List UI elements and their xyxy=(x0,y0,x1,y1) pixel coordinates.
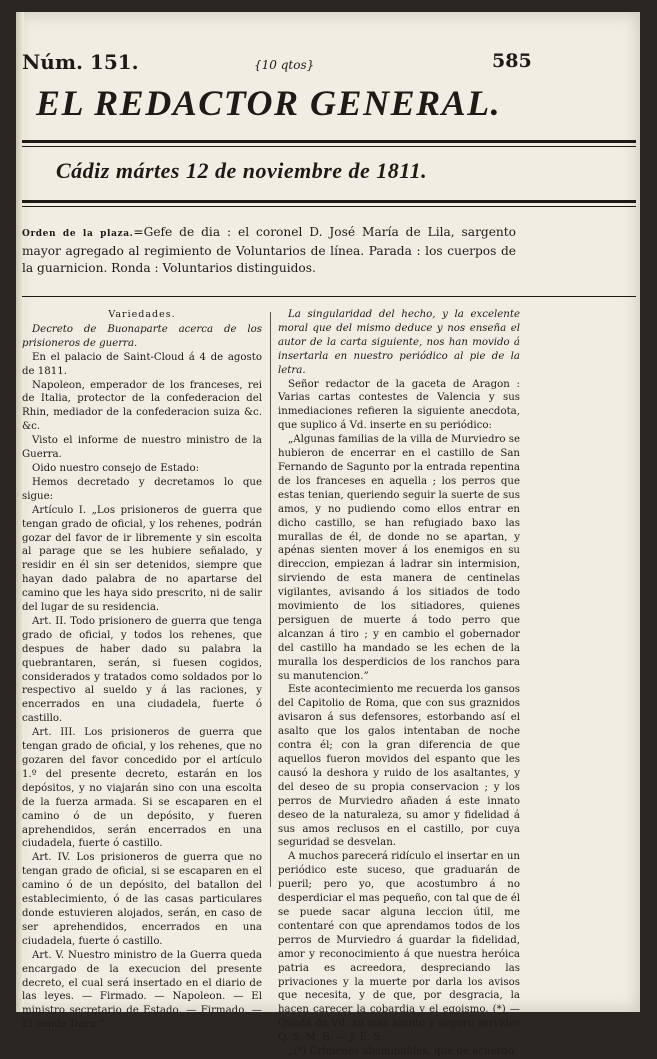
decree-article: Artículo I. „Los prisioneros de guerra que tengan grado de oficial, y los rehenes, podrán gozar del favor de ir libremente y sin escolta al parage que se les hubiere señalado, y residir en él sin ser detenidos, siempre que hayan dado palabra de no apartarse del camino que les haya sido prescrito, ni de salir del lugar de su residencia. xyxy=(22,504,262,614)
newspaper-page xyxy=(16,12,640,1058)
decree-paragraph: Visto el informe de nuestro ministro de la Guerra. xyxy=(22,435,262,461)
masthead-title: EL REDACTOR GENERAL. xyxy=(36,83,502,123)
right-column xyxy=(278,308,520,1059)
letter-intro: La singularidad del hecho, y la excelente moral que del mismo deduce y nos enseña el autor de la carta siguiente, nos han movido á insertarla en nuestro periódico al pie de la letra. xyxy=(278,309,520,376)
letter-paragraph: „Algunas familias de la villa de Murviedro se hubieron de encerrar en el castillo de San Fernando de Sagunto por la entrada repentina de los franceses en aquella ; los perros que estas tenian, queriendo seguir la suerte de sus amos, y no pudiendo como ellos entrar en dicho castillo, se han refugiado baxo las murallas de él, de donde no se apartan, y apénas sienten mover á los enemigos en su direccion, empiezan á ladrar sin intermision, sirviendo de esta manera de centinelas vigilantes, avisando á los sitiados de todo movimiento de los sitiadores, quienes persiguen de muerte á todo perro que alcanzan á tiro ; y en cambio el gobernador del castillo ha mandado se les echen de la muralla los desperdicios de los ranchos para su manutencion.” xyxy=(278,434,520,682)
page-number: 585 xyxy=(492,50,532,72)
decree-article: Art. V. Nuestro ministro de la Guerra queda encargado de la execucion del presente decreto, el cual será insertado en el diario de las leyes. — Firmado. — Napoleon. — El ministro secretario de Estado. — Firmado. — El conde Daru.” xyxy=(22,949,262,1031)
section-title: Variedades. xyxy=(108,309,176,320)
dateline-rule-thick xyxy=(22,200,636,203)
dateline: Cádiz mártes 12 de noviembre de 1811. xyxy=(56,158,428,183)
section-rule xyxy=(22,296,636,297)
decree-paragraph: Oido nuestro consejo de Estado: xyxy=(32,462,200,474)
decree-title: Decreto de Buonaparte acerca de los prisioneros de guerra. xyxy=(22,323,262,349)
issue-price: {10 qtos} xyxy=(254,58,315,72)
orden-label: Orden de la plaza. xyxy=(22,229,134,239)
orden-text: =Gefe de dia : el coronel D. José María de Lila, sargento mayor agregado al regimiento de Voluntarios de línea. Parada : los cuerpos de la guarnicion. Ronda : Voluntarios distinguidos. xyxy=(22,225,516,275)
left-column xyxy=(22,308,262,1032)
letter-paragraph: A muchos parecerá ridículo el insertar en un periódico este suceso, que graduarán de pueril; pero yo, que acostumbro á no desperdiciar el mas pequeño, con tal que de él se puede sacar alguna leccion útil, me contentaré con que aprendamos todos de los perros de Murviedro á guardar la fidelidad, amor y reconocimiento á que nuestra heróica patria es acreedora, despreciando las privaciones y la muerte por darla los avisos que necesita, y de que, por desgracia, la hacen carecer la cobardia y el egoismo. (*) —Queda de Vd. su mas atento y seguro servidor Q. S. M. B. — J. E. S. xyxy=(278,851,520,1044)
issue-number: Núm. 151. xyxy=(22,50,139,74)
decree-article: Art. III. Los prisioneros de guerra que tengan grado de oficial, y los rehenes, que no gozaren del favor concedido por el artículo 1.º del presente decreto, estarán en los depósitos, y no viajarán sino con una escolta de la fuerza armada. Si se escaparen en el camino ó de un depósito, y fueren aprehendidos, serán encerrados en una ciudadela, fuerte ó castillo. xyxy=(22,727,262,850)
masthead-rule-thick xyxy=(22,140,636,143)
dateline-rule-thin xyxy=(22,206,636,207)
letter-paragraph: Este acontecimiento me recuerda los gansos del Capitolio de Roma, que con sus graznidos avisaron á sus defensores, estorbando así el asalto que los galos intentaban de noche contra él; con la gran diferencia de que aquellos fueron movidos del espanto que les causó la deshora y ruido de los asaltantes, y del deseo de su propia conservacion ; y los perros de Murviedro añaden á este innato deseo de la naturaleza, su amor y fidelidad á sus amos reclusos en el castillo, por cuya seguridad se desvelan. xyxy=(278,684,520,849)
orden-de-la-plaza xyxy=(22,224,516,277)
decree-article: Art. II. Todo prisionero de guerra que tenga grado de oficial, y todos los rehenes, que despues de haber dado su palabra la quebrantaren, serán, si fuesen cogidos, considerados y tratados como soldados por lo respectivo al sueldo y á las raciones, y encerrados en una ciudadela, fuerte ó castillo. xyxy=(22,615,262,725)
decree-article: Art. IV. Los prisioneros de guerra que no tengan grado de oficial, si se escaparen en el camino ó de un depósito, del batallon del establecimiento, ó de las casas particulares donde estuvieren alojados, serán, en caso de ser aprehendidos, encerrados en una ciudadela, fuerte ó castillo. xyxy=(22,852,262,947)
masthead-rule-thin xyxy=(22,146,636,147)
decree-paragraph: En el palacio de Saint-Cloud á 4 de agosto de 1811. xyxy=(22,351,262,377)
letter-footnote: „(*) Crímenes abominables, que de acuerdo xyxy=(288,1046,515,1058)
letter-paragraph: Señor redactor de la gaceta de Aragon : Varias cartas contestes de Valencia y sus inmediaciones refieren la siguiente anecdota, que suplico á Vd. inserte en su periódico: xyxy=(278,378,520,432)
column-divider xyxy=(270,312,271,887)
decree-paragraph: Hemos decretado y decretamos lo que sigue: xyxy=(22,476,262,502)
decree-paragraph: Napoleon, emperador de los franceses, rei de Italia, protector de la confederacion del Rhin, mediador de la confederacion suiza &c. &c. xyxy=(22,379,262,433)
